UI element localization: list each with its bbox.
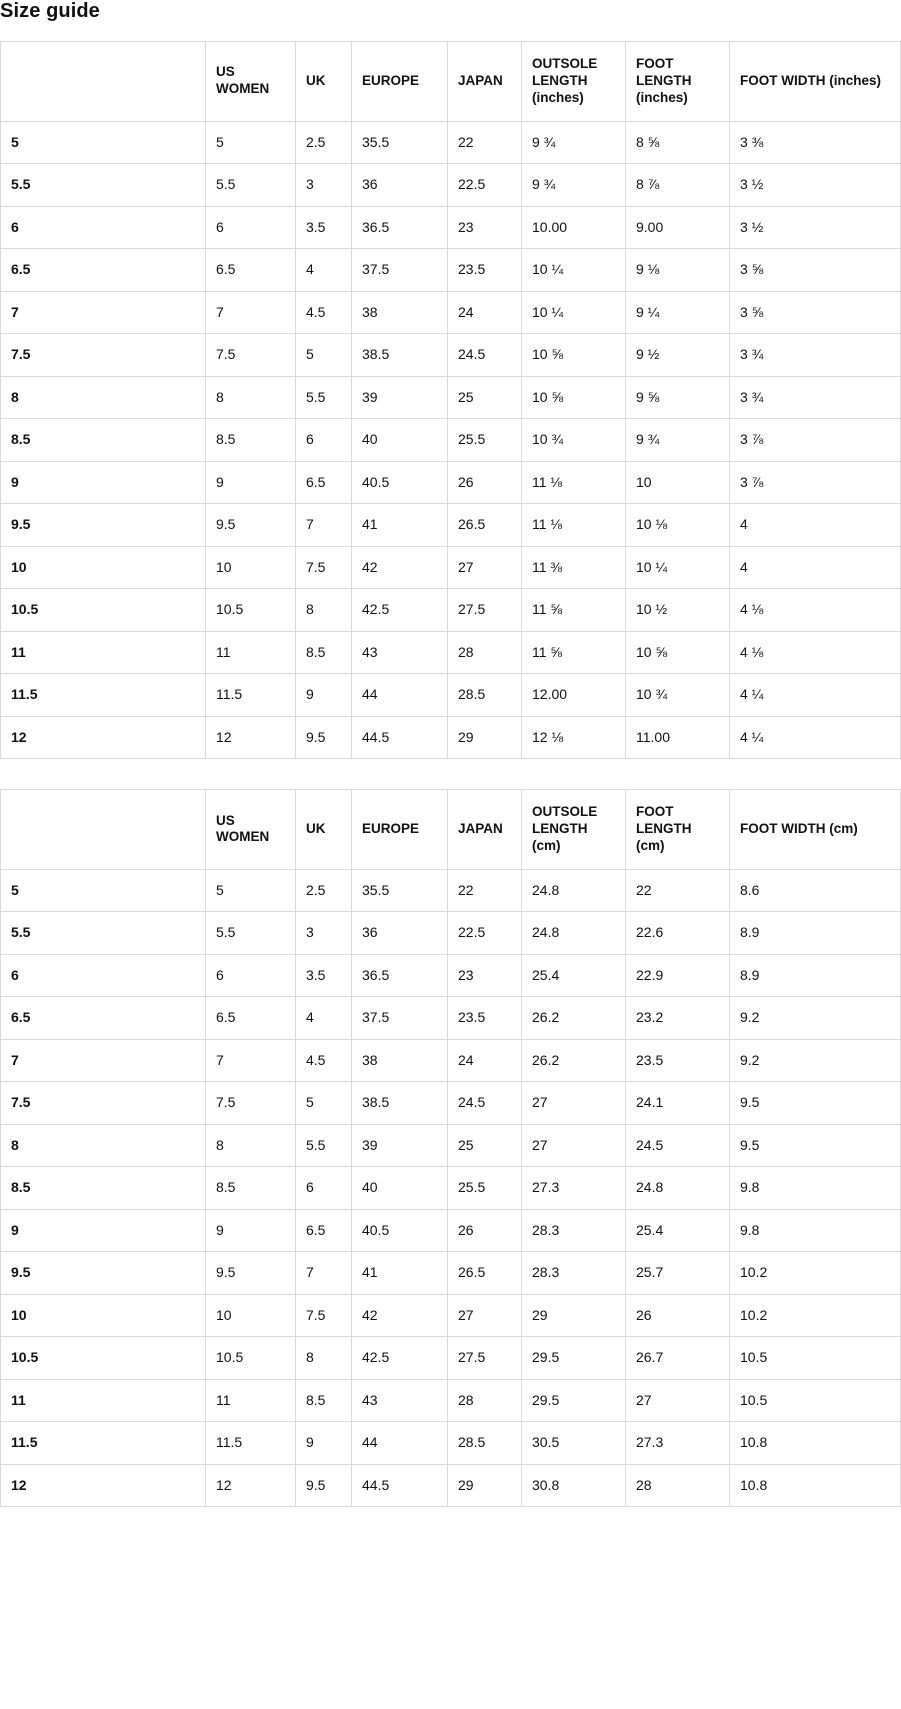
row-header-size: 7.5 — [1, 1082, 206, 1125]
table-cell: 10.2 — [730, 1252, 901, 1295]
table-cell: 44.5 — [352, 1464, 448, 1507]
table-cell: 4.5 — [296, 291, 352, 334]
row-header-size: 9 — [1, 461, 206, 504]
column-header: FOOT WIDTH (cm) — [730, 790, 901, 870]
size-table-cm-wrapper — [0, 789, 858, 1507]
table-cell: 44 — [352, 1422, 448, 1465]
table-cell: 9.5 — [206, 1252, 296, 1295]
table-cell: 43 — [352, 631, 448, 674]
table-row — [1, 504, 901, 547]
table-cell: 25.4 — [522, 954, 626, 997]
table-cell: 4 ⅛ — [730, 589, 901, 632]
table-cell: 2.5 — [296, 121, 352, 164]
table-cell: 11.00 — [626, 716, 730, 759]
table-header-row — [1, 790, 901, 870]
table-cell: 28.5 — [448, 674, 522, 717]
table-cell: 41 — [352, 504, 448, 547]
table-cell: 38.5 — [352, 1082, 448, 1125]
table-cell: 44 — [352, 674, 448, 717]
table-cell: 5.5 — [296, 1124, 352, 1167]
table-cell: 24 — [448, 291, 522, 334]
table-row — [1, 546, 901, 589]
table-cell: 9.8 — [730, 1209, 901, 1252]
table-cell: 25.5 — [448, 1167, 522, 1210]
table-cell: 3 ½ — [730, 206, 901, 249]
table-cell: 9 ¾ — [522, 121, 626, 164]
table-cell: 40 — [352, 419, 448, 462]
table-cell: 28 — [448, 631, 522, 674]
table-header — [1, 790, 901, 870]
table-row — [1, 461, 901, 504]
table-cell: 10.00 — [522, 206, 626, 249]
table-row — [1, 1294, 901, 1337]
table-row — [1, 869, 901, 912]
table-cell: 42 — [352, 1294, 448, 1337]
table-cell: 10.8 — [730, 1464, 901, 1507]
table-cell: 27 — [626, 1379, 730, 1422]
table-cell: 12.00 — [522, 674, 626, 717]
table-row — [1, 1379, 901, 1422]
table-cell: 3.5 — [296, 206, 352, 249]
table-cell: 5 — [206, 121, 296, 164]
table-cell: 24.5 — [626, 1124, 730, 1167]
size-table-inches-wrapper — [0, 41, 881, 759]
row-header-size: 10.5 — [1, 1337, 206, 1380]
table-cell: 27.5 — [448, 1337, 522, 1380]
table-cell: 3 — [296, 912, 352, 955]
table-cell: 22.5 — [448, 164, 522, 207]
table-cell: 5.5 — [206, 164, 296, 207]
row-header-size: 8 — [1, 1124, 206, 1167]
table-cell: 30.5 — [522, 1422, 626, 1465]
table-cell: 23.2 — [626, 997, 730, 1040]
table-body — [1, 869, 901, 1507]
table-cell: 9 — [206, 461, 296, 504]
table-cell: 25.7 — [626, 1252, 730, 1295]
table-cell: 44.5 — [352, 716, 448, 759]
table-cell: 10 ¼ — [522, 291, 626, 334]
table-row — [1, 419, 901, 462]
table-cell: 11 — [206, 631, 296, 674]
row-header-size: 11 — [1, 631, 206, 674]
table-cell: 4 ¼ — [730, 716, 901, 759]
table-cell: 22 — [448, 869, 522, 912]
column-header: OUTSOLE LENGTH (cm) — [522, 790, 626, 870]
table-cell: 10 ½ — [626, 589, 730, 632]
table-cell: 12 ⅛ — [522, 716, 626, 759]
table-cell: 26.2 — [522, 997, 626, 1040]
table-cell: 24.8 — [522, 869, 626, 912]
table-cell: 11 ⅝ — [522, 631, 626, 674]
table-cell: 22 — [448, 121, 522, 164]
table-cell: 38 — [352, 291, 448, 334]
table-cell: 29.5 — [522, 1337, 626, 1380]
table-cell: 3 ¾ — [730, 376, 901, 419]
size-table-inches — [0, 41, 901, 759]
table-cell: 7.5 — [206, 334, 296, 377]
table-cell: 10.5 — [206, 589, 296, 632]
size-table-cm — [0, 789, 901, 1507]
table-cell: 11 ⅝ — [522, 589, 626, 632]
table-cell: 36.5 — [352, 206, 448, 249]
table-cell: 35.5 — [352, 121, 448, 164]
table-cell: 35.5 — [352, 869, 448, 912]
table-cell: 40.5 — [352, 461, 448, 504]
table-cell: 26.5 — [448, 1252, 522, 1295]
table-cell: 23 — [448, 954, 522, 997]
table-cell: 39 — [352, 376, 448, 419]
table-cell: 11 ⅛ — [522, 461, 626, 504]
row-header-size: 5.5 — [1, 164, 206, 207]
row-header-size: 10 — [1, 1294, 206, 1337]
row-header-size: 7.5 — [1, 334, 206, 377]
column-header: OUTSOLE LENGTH (inches) — [522, 42, 626, 122]
column-header-blank — [1, 790, 206, 870]
table-row — [1, 334, 901, 377]
table-cell: 5.5 — [206, 912, 296, 955]
table-cell: 11.5 — [206, 1422, 296, 1465]
table-cell: 8.5 — [206, 419, 296, 462]
column-header: FOOT LENGTH (inches) — [626, 42, 730, 122]
table-cell: 25 — [448, 376, 522, 419]
table-cell: 8.5 — [206, 1167, 296, 1210]
table-cell: 26 — [626, 1294, 730, 1337]
table-cell: 3 ½ — [730, 164, 901, 207]
table-cell: 6 — [296, 419, 352, 462]
column-header-blank — [1, 42, 206, 122]
table-cell: 10 — [206, 1294, 296, 1337]
table-cell: 27.3 — [522, 1167, 626, 1210]
table-cell: 11.5 — [206, 674, 296, 717]
table-cell: 29 — [448, 1464, 522, 1507]
table-cell: 9.2 — [730, 997, 901, 1040]
column-header: JAPAN — [448, 790, 522, 870]
table-cell: 24.1 — [626, 1082, 730, 1125]
table-cell: 8.5 — [296, 631, 352, 674]
table-cell: 6.5 — [296, 461, 352, 504]
table-cell: 40 — [352, 1167, 448, 1210]
table-cell: 26.5 — [448, 504, 522, 547]
table-cell: 26 — [448, 1209, 522, 1252]
table-cell: 28 — [626, 1464, 730, 1507]
table-cell: 5.5 — [296, 376, 352, 419]
row-header-size: 11.5 — [1, 1422, 206, 1465]
table-cell: 12 — [206, 1464, 296, 1507]
table-row — [1, 954, 901, 997]
table-cell: 26 — [448, 461, 522, 504]
row-header-size: 5.5 — [1, 912, 206, 955]
table-cell: 4 — [296, 249, 352, 292]
table-cell: 2.5 — [296, 869, 352, 912]
table-cell: 30.8 — [522, 1464, 626, 1507]
table-cell: 10.5 — [730, 1379, 901, 1422]
table-cell: 36 — [352, 912, 448, 955]
table-cell: 3 — [296, 164, 352, 207]
row-header-size: 7 — [1, 291, 206, 334]
table-row — [1, 912, 901, 955]
table-cell: 38 — [352, 1039, 448, 1082]
table-cell: 26.7 — [626, 1337, 730, 1380]
table-row — [1, 1464, 901, 1507]
table-row — [1, 291, 901, 334]
table-cell: 6.5 — [206, 997, 296, 1040]
column-header: UK — [296, 42, 352, 122]
table-header-row — [1, 42, 901, 122]
table-cell: 9 ½ — [626, 334, 730, 377]
table-cell: 29.5 — [522, 1379, 626, 1422]
table-cell: 10.5 — [730, 1337, 901, 1380]
table-cell: 22 — [626, 869, 730, 912]
table-cell: 9 — [206, 1209, 296, 1252]
table-cell: 6 — [296, 1167, 352, 1210]
table-cell: 27 — [522, 1124, 626, 1167]
table-cell: 4.5 — [296, 1039, 352, 1082]
row-header-size: 6 — [1, 954, 206, 997]
table-cell: 9.5 — [206, 504, 296, 547]
table-row — [1, 997, 901, 1040]
page-title: Size guide — [0, 0, 100, 22]
table-cell: 9 ¾ — [522, 164, 626, 207]
table-cell: 4 ¼ — [730, 674, 901, 717]
table-row — [1, 631, 901, 674]
table-cell: 36 — [352, 164, 448, 207]
table-row — [1, 716, 901, 759]
table-cell: 36.5 — [352, 954, 448, 997]
table-cell: 8.5 — [296, 1379, 352, 1422]
table-cell: 24.8 — [522, 912, 626, 955]
table-cell: 4 ⅛ — [730, 631, 901, 674]
table-cell: 7.5 — [296, 1294, 352, 1337]
table-row — [1, 249, 901, 292]
table-cell: 8 — [296, 589, 352, 632]
table-cell: 10 ¾ — [522, 419, 626, 462]
table-spacer — [0, 759, 736, 789]
row-header-size: 12 — [1, 716, 206, 759]
row-header-size: 12 — [1, 1464, 206, 1507]
table-row — [1, 1209, 901, 1252]
table-cell: 9 — [296, 674, 352, 717]
table-cell: 26.2 — [522, 1039, 626, 1082]
table-cell: 29 — [448, 716, 522, 759]
column-header: US WOMEN — [206, 790, 296, 870]
table-cell: 3 ⅞ — [730, 419, 901, 462]
column-header: EUROPE — [352, 42, 448, 122]
column-header: UK — [296, 790, 352, 870]
table-cell: 3 ¾ — [730, 334, 901, 377]
table-cell: 40.5 — [352, 1209, 448, 1252]
row-header-size: 11.5 — [1, 674, 206, 717]
row-header-size: 8.5 — [1, 419, 206, 462]
table-cell: 7 — [206, 1039, 296, 1082]
table-cell: 9 — [296, 1422, 352, 1465]
table-cell: 27 — [448, 1294, 522, 1337]
table-cell: 10 ⅛ — [626, 504, 730, 547]
table-cell: 42 — [352, 546, 448, 589]
table-cell: 11 — [206, 1379, 296, 1422]
row-header-size: 9.5 — [1, 1252, 206, 1295]
table-row — [1, 121, 901, 164]
table-cell: 9.8 — [730, 1167, 901, 1210]
row-header-size: 9.5 — [1, 504, 206, 547]
table-cell: 9.5 — [730, 1124, 901, 1167]
table-cell: 43 — [352, 1379, 448, 1422]
table-cell: 6.5 — [296, 1209, 352, 1252]
column-header: FOOT LENGTH (cm) — [626, 790, 730, 870]
row-header-size: 6 — [1, 206, 206, 249]
row-header-size: 10 — [1, 546, 206, 589]
table-cell: 37.5 — [352, 997, 448, 1040]
row-header-size: 8.5 — [1, 1167, 206, 1210]
table-cell: 7 — [296, 504, 352, 547]
table-cell: 8 ⅞ — [626, 164, 730, 207]
table-cell: 5 — [296, 334, 352, 377]
table-cell: 9 ⅝ — [626, 376, 730, 419]
table-cell: 8 — [206, 1124, 296, 1167]
table-cell: 10 ¼ — [522, 249, 626, 292]
table-cell: 8.9 — [730, 954, 901, 997]
table-cell: 22.9 — [626, 954, 730, 997]
row-header-size: 6.5 — [1, 249, 206, 292]
table-row — [1, 1252, 901, 1295]
table-cell: 8 — [206, 376, 296, 419]
table-row — [1, 589, 901, 632]
table-cell: 7.5 — [206, 1082, 296, 1125]
row-header-size: 5 — [1, 121, 206, 164]
column-header: EUROPE — [352, 790, 448, 870]
table-cell: 9.2 — [730, 1039, 901, 1082]
table-row — [1, 1167, 901, 1210]
table-cell: 10 ¼ — [626, 546, 730, 589]
row-header-size: 6.5 — [1, 997, 206, 1040]
table-cell: 9.00 — [626, 206, 730, 249]
table-cell: 9.5 — [296, 1464, 352, 1507]
table-row — [1, 376, 901, 419]
table-cell: 7.5 — [296, 546, 352, 589]
table-cell: 25 — [448, 1124, 522, 1167]
table-cell: 11 ⅜ — [522, 546, 626, 589]
table-cell: 22.6 — [626, 912, 730, 955]
column-header: FOOT WIDTH (inches) — [730, 42, 901, 122]
table-cell: 28.5 — [448, 1422, 522, 1465]
table-cell: 10 — [206, 546, 296, 589]
table-cell: 23.5 — [448, 997, 522, 1040]
row-header-size: 7 — [1, 1039, 206, 1082]
table-cell: 28 — [448, 1379, 522, 1422]
table-cell: 23.5 — [626, 1039, 730, 1082]
table-cell: 27 — [522, 1082, 626, 1125]
table-cell: 25.4 — [626, 1209, 730, 1252]
table-cell: 6 — [206, 954, 296, 997]
table-cell: 3 ⅞ — [730, 461, 901, 504]
table-cell: 12 — [206, 716, 296, 759]
table-cell: 39 — [352, 1124, 448, 1167]
table-cell: 23.5 — [448, 249, 522, 292]
table-cell: 10.8 — [730, 1422, 901, 1465]
table-body — [1, 121, 901, 759]
table-cell: 27.5 — [448, 589, 522, 632]
table-cell: 22.5 — [448, 912, 522, 955]
table-row — [1, 164, 901, 207]
row-header-size: 8 — [1, 376, 206, 419]
table-cell: 4 — [730, 504, 901, 547]
table-cell: 7 — [206, 291, 296, 334]
table-cell: 10.2 — [730, 1294, 901, 1337]
table-cell: 8 — [296, 1337, 352, 1380]
table-cell: 8.6 — [730, 869, 901, 912]
table-cell: 9.5 — [296, 716, 352, 759]
row-header-size: 11 — [1, 1379, 206, 1422]
table-cell: 9 ¾ — [626, 419, 730, 462]
table-cell: 10 ⅝ — [522, 376, 626, 419]
table-cell: 10.5 — [206, 1337, 296, 1380]
table-row — [1, 1039, 901, 1082]
table-cell: 28.3 — [522, 1252, 626, 1295]
table-cell: 10 ¾ — [626, 674, 730, 717]
table-cell: 8.9 — [730, 912, 901, 955]
table-cell: 25.5 — [448, 419, 522, 462]
table-row — [1, 1124, 901, 1167]
table-cell: 42.5 — [352, 589, 448, 632]
table-cell: 4 — [296, 997, 352, 1040]
table-cell: 3 ⅝ — [730, 249, 901, 292]
table-cell: 4 — [730, 546, 901, 589]
table-cell: 11 ⅛ — [522, 504, 626, 547]
row-header-size: 9 — [1, 1209, 206, 1252]
table-cell: 5 — [206, 869, 296, 912]
table-cell: 5 — [296, 1082, 352, 1125]
table-cell: 9 ¼ — [626, 291, 730, 334]
row-header-size: 10.5 — [1, 589, 206, 632]
table-cell: 3 ⅝ — [730, 291, 901, 334]
table-cell: 28.3 — [522, 1209, 626, 1252]
table-cell: 23 — [448, 206, 522, 249]
table-cell: 10 ⅝ — [626, 631, 730, 674]
table-cell: 27.3 — [626, 1422, 730, 1465]
table-cell: 37.5 — [352, 249, 448, 292]
table-cell: 24.5 — [448, 1082, 522, 1125]
table-cell: 10 — [626, 461, 730, 504]
table-cell: 9.5 — [730, 1082, 901, 1125]
table-cell: 7 — [296, 1252, 352, 1295]
table-cell: 41 — [352, 1252, 448, 1295]
table-cell: 24 — [448, 1039, 522, 1082]
table-cell: 6.5 — [206, 249, 296, 292]
table-cell: 29 — [522, 1294, 626, 1337]
table-cell: 24.5 — [448, 334, 522, 377]
table-row — [1, 674, 901, 717]
table-header — [1, 42, 901, 122]
table-cell: 6 — [206, 206, 296, 249]
column-header: US WOMEN — [206, 42, 296, 122]
table-cell: 3 ⅜ — [730, 121, 901, 164]
table-cell: 27 — [448, 546, 522, 589]
table-row — [1, 206, 901, 249]
table-cell: 42.5 — [352, 1337, 448, 1380]
table-row — [1, 1422, 901, 1465]
table-cell: 3.5 — [296, 954, 352, 997]
column-header: JAPAN — [448, 42, 522, 122]
row-header-size: 5 — [1, 869, 206, 912]
table-cell: 24.8 — [626, 1167, 730, 1210]
table-cell: 38.5 — [352, 334, 448, 377]
table-cell: 9 ⅛ — [626, 249, 730, 292]
table-row — [1, 1082, 901, 1125]
table-cell: 10 ⅝ — [522, 334, 626, 377]
table-cell: 8 ⅝ — [626, 121, 730, 164]
table-row — [1, 1337, 901, 1380]
